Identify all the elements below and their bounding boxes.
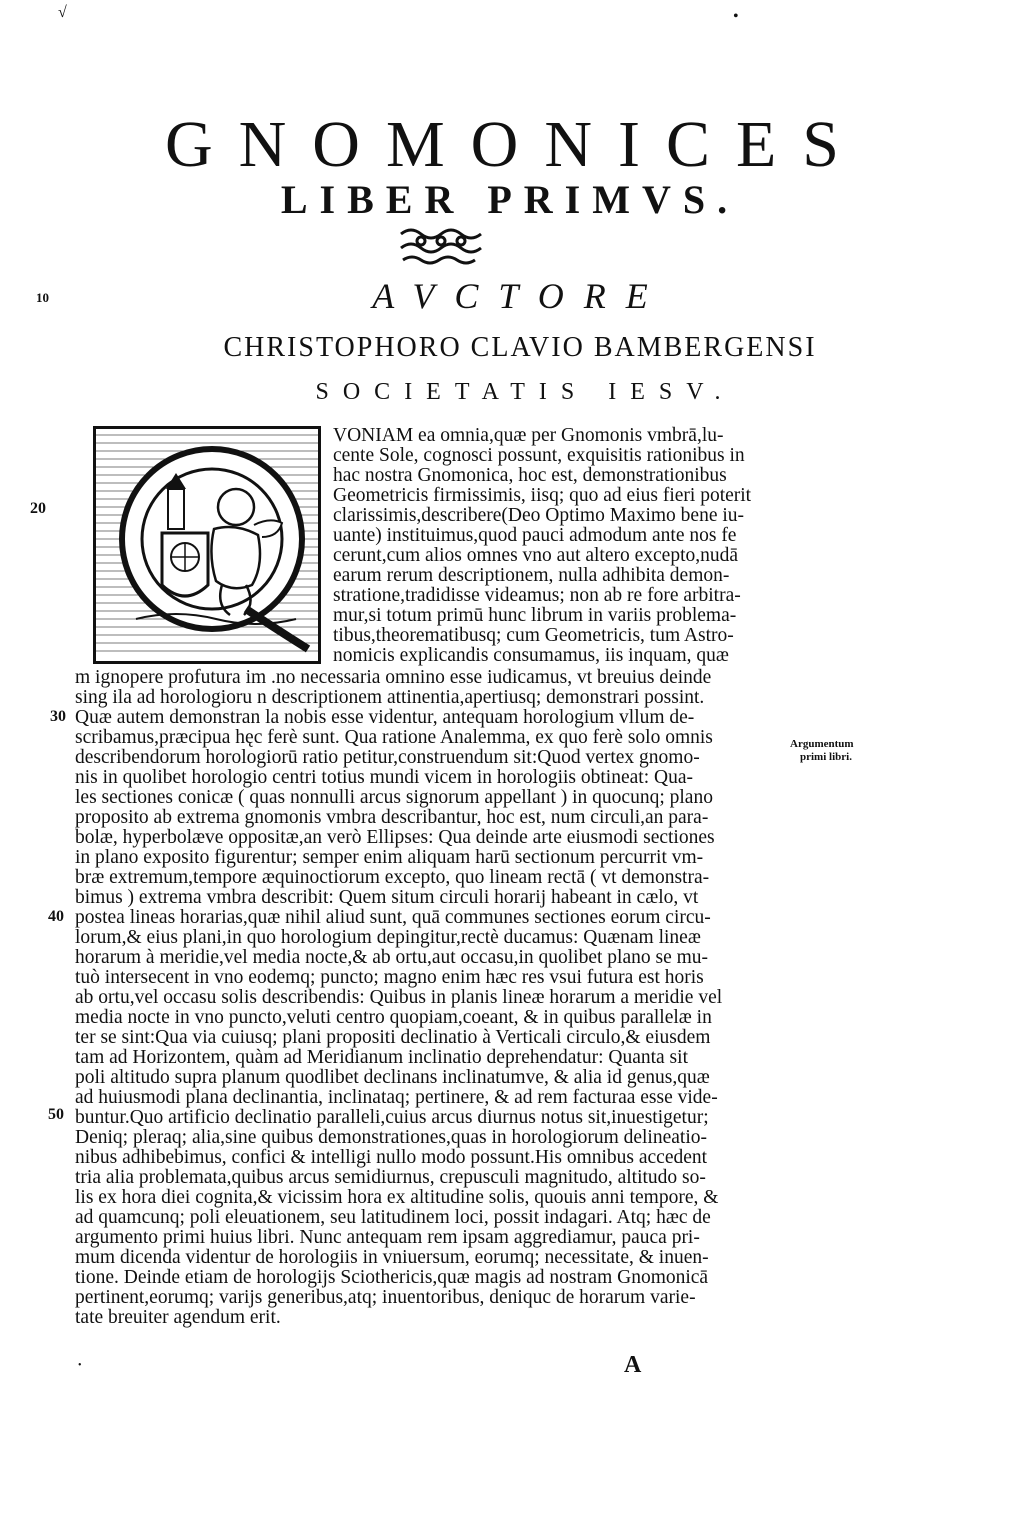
text-line: tibus,theorematibusq; cum Geometricis, tum Astro- — [333, 625, 734, 646]
text-line: horarum à meridie,vel media nocte,& ab ortu,aut occasu,in quolibet plano se mu- — [75, 947, 709, 968]
book-subtitle: LIBER PRIMVS. — [280, 177, 740, 222]
author-name: CHRISTOPHORO CLAVIO BAMBERGENSI — [223, 332, 817, 363]
marginal-note-line: primi libri. — [800, 751, 852, 763]
text-line: argumento primi huius libri. Nunc antequam rem ipsam aggrediamur, pauca pri- — [75, 1227, 700, 1248]
text-line: describendorum horologiorū ratio petitur,construendum sit:Quod vertex gnomo- — [75, 747, 700, 768]
text-line: VONIAM ea omnia,quæ per Gnomonis vmbrā,lu- — [333, 425, 724, 446]
text-line: postea lineas horarias,quæ nihil aliud sunt, quā communes sectiones eorum circu- — [75, 907, 711, 928]
line-number: 40 — [48, 908, 64, 925]
text-line: tione. Deinde etiam de horologijs Sciothericis,quæ magis ad nostram Gnomonicā — [75, 1267, 709, 1288]
text-line: scribamus,præcipua hęc ferè sunt. Qua ratione Analemma, ex quo ferè solo omnis — [75, 727, 713, 748]
text-line: tam ad Horizontem, quàm ad Meridianum inclinatio deprehendatur: Quanta sit — [75, 1047, 688, 1068]
book-title: GNOMONICES — [164, 108, 866, 181]
text-line: sing ila ad horologioru n descriptionem attinentia,apertiusq; demonstrari possint. — [75, 687, 705, 708]
initial-engraving — [96, 429, 318, 661]
text-line: Geometricis firmissimis, iisq; quo ad eius fieri poterit — [333, 485, 752, 506]
text-line: bræ extremum,tempore æquinoctiorum excepto, quo lineam rectā ( vt demonstra- — [75, 867, 710, 888]
corner-mark-top-left: √ — [58, 4, 67, 21]
text-line: proposito ab extrema gnomonis vmbra describantur, hoc est, num circuli,an para- — [75, 807, 709, 828]
line-number: 50 — [48, 1106, 64, 1123]
text-line: Quæ autem demonstran la nobis esse videntur, antequam horologium vllum de- — [75, 707, 695, 728]
text-line: poli altitudo supra planum quodlibet declinans inclinatumve, & alia id genus,quæ — [75, 1067, 710, 1088]
text-line: buntur.Quo artificio declinatio paralleli,cuius arcus diurnus notus sit,inuestigetur; — [75, 1107, 709, 1128]
text-line: hac nostra Gnomonica, hoc est, demonstrationibus — [333, 465, 727, 486]
text-line: les sectiones conicæ ( quas nonnulli arcus signorum appellant ) in quocunq; plano — [75, 787, 713, 808]
text-line: bolæ, hyperbolæve oppositæ,an verò Ellipses: Qua deinde arte eiusmodi sectiones — [75, 827, 715, 848]
fleuron-ornament — [395, 224, 487, 268]
line-number: 30 — [50, 708, 66, 725]
text-line: tria alia problemata,quibus arcus semidiurnus, crepusculi magnitudo, altitudo so- — [75, 1167, 706, 1188]
text-line: mur,si totum primū hunc librum in variis problema- — [333, 605, 737, 626]
text-line: pertinent,eorumq; varijs generibus,atq; inuentoribus, deniquc de horarum varie- — [75, 1287, 696, 1308]
text-line: bimus ) extrema vmbra describit: Quem situm circuli horarij habeant in cælo, vt — [75, 887, 699, 908]
text-line: tuò intersecent in vno eodemq; puncto; magno enim hæc res vsui futura est horis — [75, 967, 704, 988]
text-line: uante) instituimus,quod pauci admodum ante nos fe — [333, 525, 737, 546]
text-line: cente Sole, cognosci possunt, exquisitis rationibus in — [333, 445, 745, 466]
text-line: ter se sint:Qua via cuiusq; plani propositi declinatio à Verticali circulo,& eiusdem — [75, 1027, 711, 1048]
text-line: clarissimis,describere(Deo Optimo Maximo bene iu- — [333, 505, 745, 526]
text-line: mum dicenda videntur de horologiis in vniuersum, eorumq; necessitate, & inuen- — [75, 1247, 709, 1268]
line-number: 10 — [36, 290, 49, 305]
decorated-initial — [93, 426, 321, 664]
text-line: earum rerum descriptionem, nulla adhibita demon- — [333, 565, 730, 586]
corner-mark-top-right: • — [733, 8, 739, 25]
text-line: m ignopere profutura im .no necessaria omnino esse iudicamus, vt breuius deinde — [75, 667, 712, 688]
text-line: lis ex hora diei cognita,& vicissim hora ex altitudine solis, quouis anni tempore, & — [75, 1187, 719, 1208]
marginal-note-line: Argumentum — [790, 738, 854, 750]
text-line: lorum,& eius plani,in quo horologium depingitur,rectè ducamus: Quænam lineæ — [75, 927, 701, 948]
marginal-note — [790, 738, 854, 764]
text-line: stratione,tradidisse videamus; non ab re fore arbitra- — [333, 585, 741, 606]
text-line: media nocte in vno puncto,veluti centro quopiam,coeant, & in quibus parallelæ in — [75, 1007, 712, 1028]
line-number: 20 — [30, 500, 46, 517]
text-line: cerunt,cum alios omnes vno aut altero excepto,nudā — [333, 545, 739, 566]
text-line: Deniq; pleraq; alia,sine quibus demonstrationes,quas in horologiorum delineatio- — [75, 1127, 707, 1148]
text-line: ad huiusmodi plana declinantia, inclinataq; pertinere, & ad rem facturaa esse vide- — [75, 1087, 718, 1108]
society-name: SOCIETATIS IESV. — [315, 379, 735, 405]
text-line: ab ortu,vel occasu solis describendis: Quibus in planis lineæ horarum a meridie vel — [75, 987, 723, 1008]
text-line: nis in quolibet horologio centri totius mundi vicem in horologiis obtineat: Qua- — [75, 767, 693, 788]
text-line: nomicis explicandis consumamus, iis inquam, quæ — [333, 645, 729, 666]
text-line: in plano exposito figurentur; semper enim aliquam harū sectionum percurrit vm- — [75, 847, 704, 868]
corner-mark-bottom-left: • — [78, 1360, 82, 1371]
signature-mark: A — [624, 1352, 642, 1378]
text-line: tate breuiter agendum erit. — [75, 1307, 281, 1328]
text-line: ad quamcunq; poli eleuationem, seu latitudinem loci, possit indagari. Atq; hæc de — [75, 1207, 711, 1228]
text-line: nibus adhibebimus, confici & intelligi nullo modo possunt.His omnibus accedent — [75, 1147, 708, 1168]
author-label: AVCTORE — [372, 276, 668, 316]
